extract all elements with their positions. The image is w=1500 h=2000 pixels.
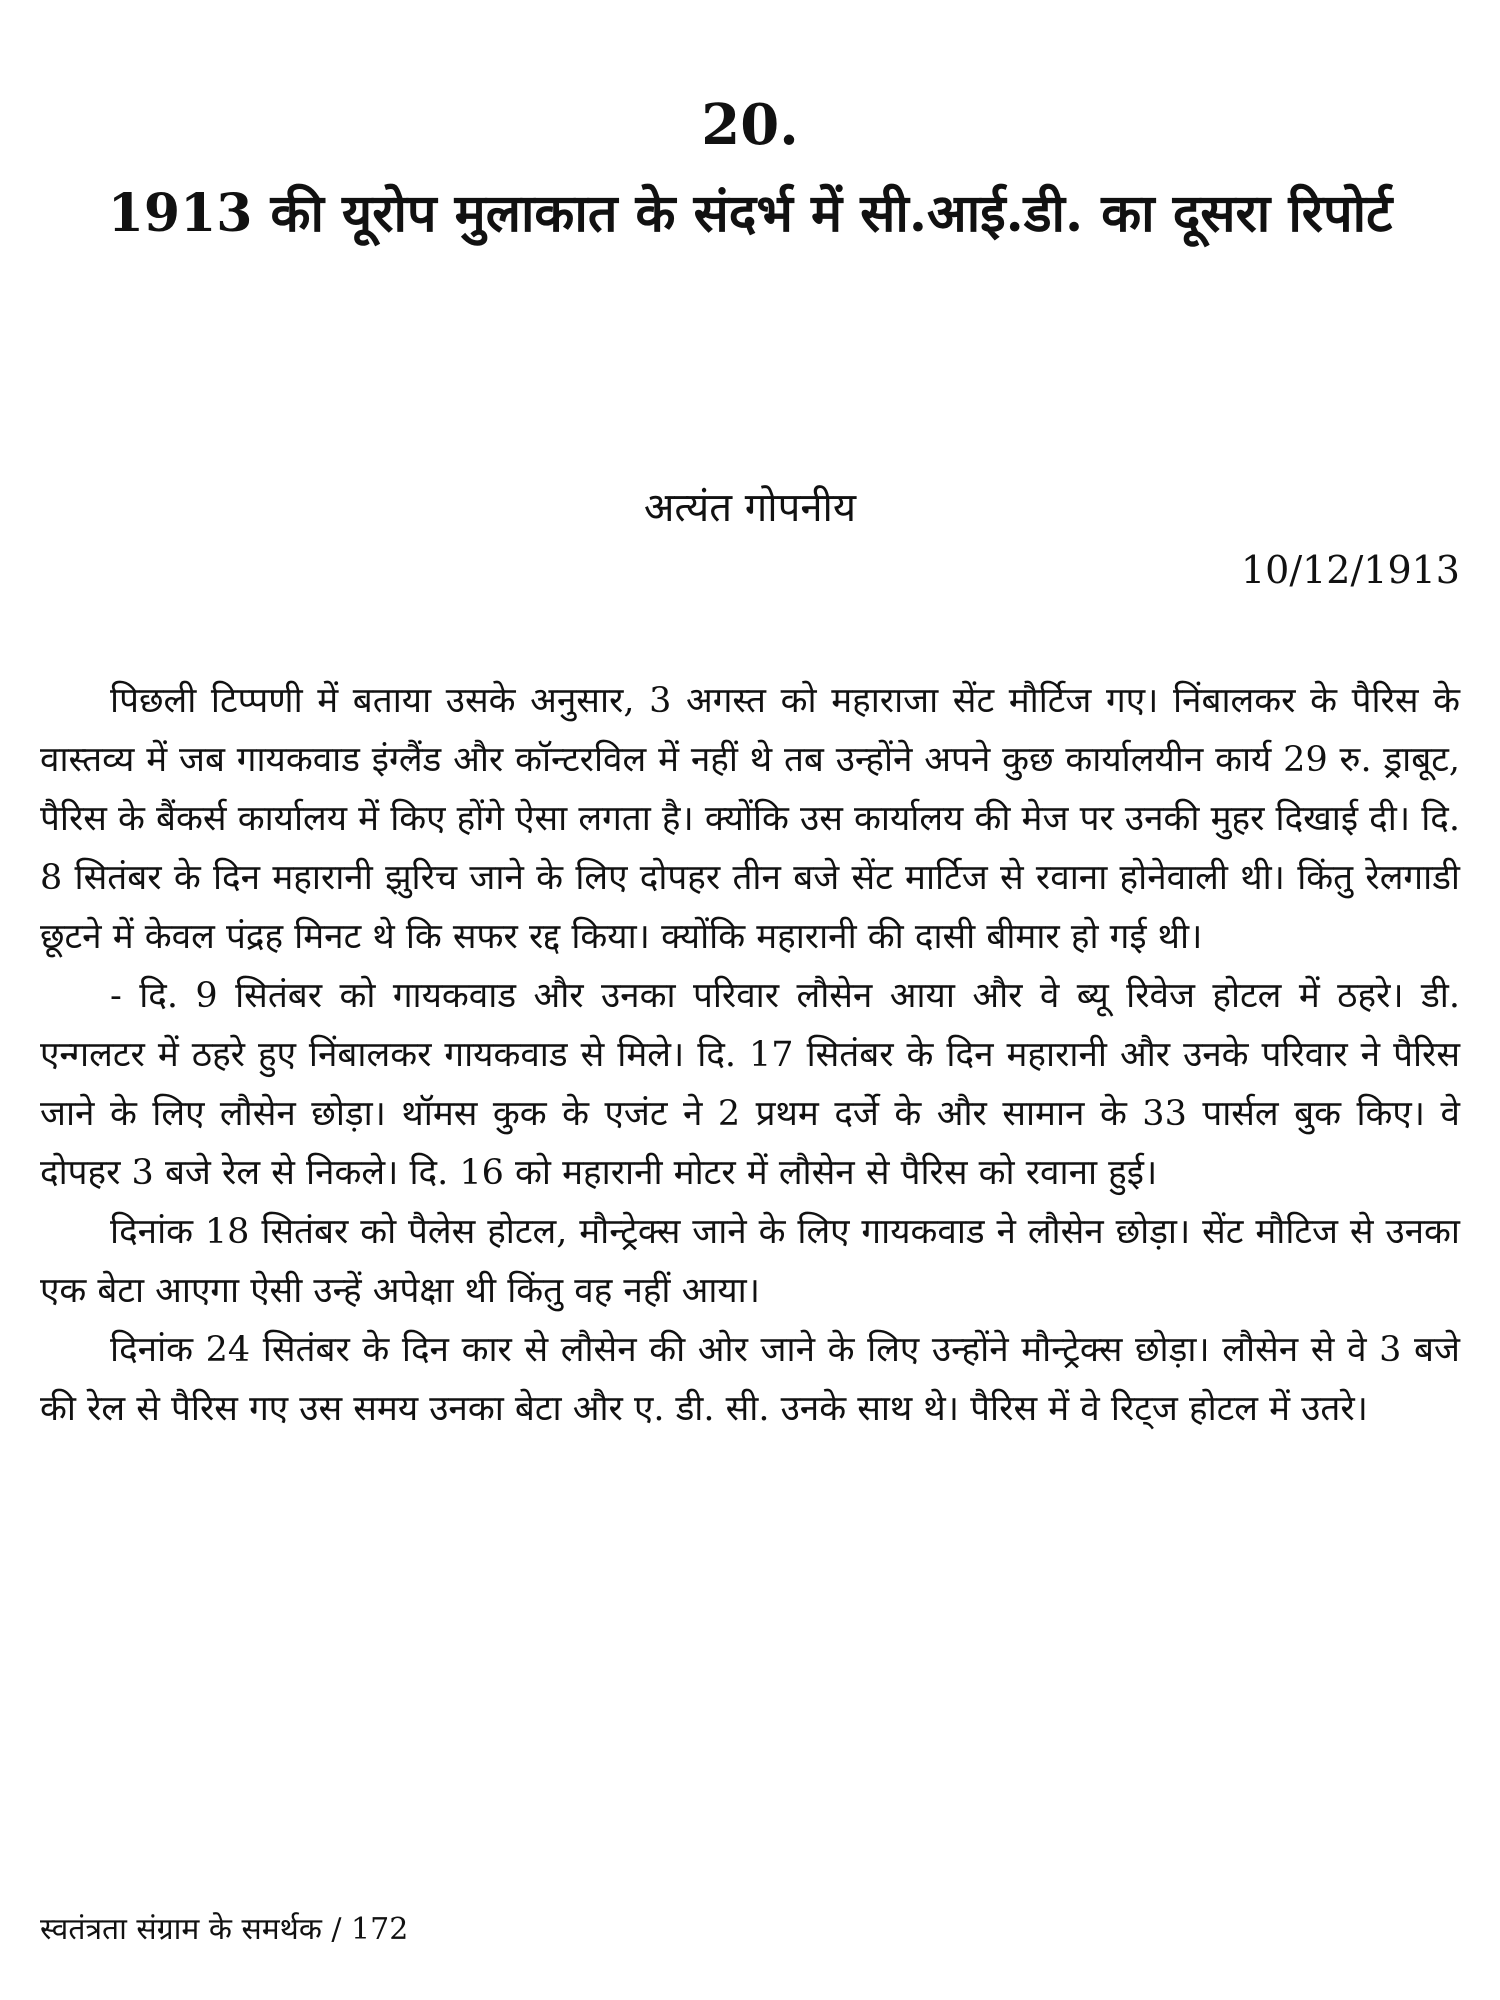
report-body [40, 672, 1460, 1439]
paragraph: दिनांक 24 सितंबर के दिन कार से लौसेन की ओर जाने के लिए उन्होंने मौन्ट्रेक्स छोड़ा। लौसेन से वे 3 बजे की रेल से पैरिस गए उस समय उनका बेटा और ए. डी. सी. उनके साथ थे। पैरिस में वे रिट्ज होटल में उतरे। [40, 1330, 1460, 1429]
classification-label: अत्यंत गोपनीय [643, 485, 857, 531]
paragraph: - दि. 9 सितंबर को गायकवाड और उनका परिवार लौसेन आया और वे ब्यू रिवेज होटल में ठहरे। डी. एन्गलटर में ठहरे हुए निंबालकर गायकवाड से मिले। दि. 17 सितंबर के दिन महारानी और उनके परिवार ने पैरिस जाने के लिए लौसेन छोड़ा। थॉमस कुक के एजंट ने 2 प्रथम दर्जे के और सामान के 33 पार्सल बुक किए। वे दोपहर 3 बजे रेल से निकले। दि. 16 को महारानी मोटर में लौसेन से पैरिस को रवाना हुई। [40, 976, 1460, 1193]
paragraph: पिछली टिप्पणी में बताया उसके अनुसार, 3 अगस्त को महाराजा सेंट मौर्टिज गए। निंबालकर के पैरिस के वास्तव्य में जब गायकवाड इंग्लैंड और कॉन्टरविल में नहीं थे तब उन्होंने अपने कुछ कार्यालयीन कार्य 29 रु. ड्राबूट, पैरिस के बैंकर्स कार्यालय में किए होंगे ऐसा लगता है। क्योंकि उस कार्यालय की मेज पर उनकी मुहर दिखाई दी। दि. 8 सितंबर के दिन महारानी झुरिच जाने के लिए दोपहर तीन बजे सेंट मार्टिज से रवाना होनेवाली थी। किंतु रेलगाडी छूटने में केवल पंद्रह मिनट थे कि सफर रद्द किया। क्योंकि महारानी की दासी बीमार हो गई थी। [40, 681, 1460, 957]
paragraph: दिनांक 18 सितंबर को पैलेस होटल, मौन्ट्रेक्स जाने के लिए गायकवाड ने लौसेन छोड़ा। सेंट मौटिज से उनका एक बेटा आएगा ऐसी उन्हें अपेक्षा थी किंतु वह नहीं आया। [40, 1212, 1460, 1311]
chapter-title: 1913 की यूरोप मुलाकात के संदर्भ में सी.आई.डी. का दूसरा रिपोर्ट [107, 183, 1393, 244]
report-date: 10/12/1913 [1240, 548, 1460, 592]
page-footer: स्वतंत्रता संग्राम के समर्थक / 172 [40, 1912, 409, 1947]
chapter-number: 20. [701, 92, 799, 158]
